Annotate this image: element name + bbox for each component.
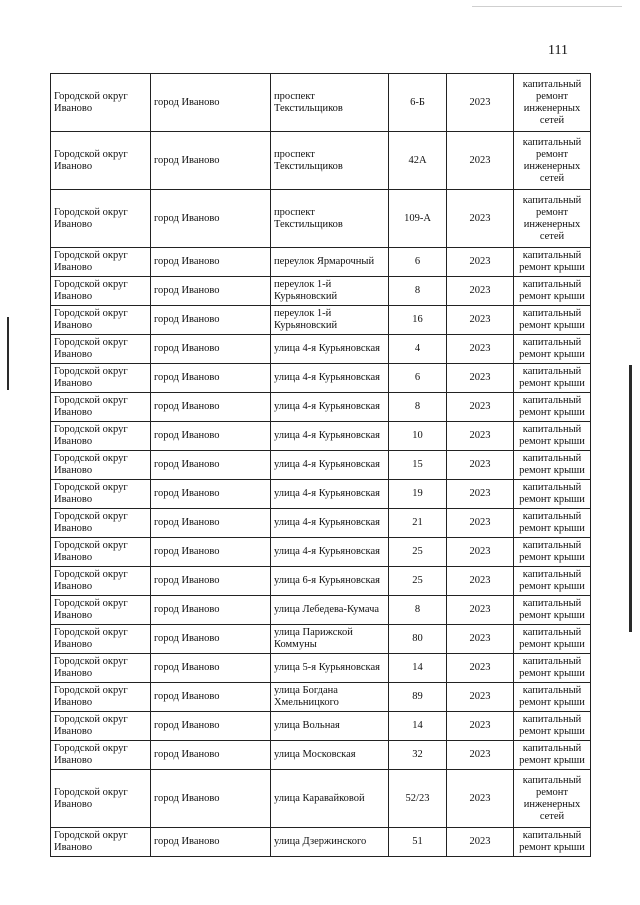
- year-cell: 2023: [447, 683, 514, 712]
- street-cell: улица Богдана Хмельницкого: [271, 683, 389, 712]
- house-cell: 52/23: [389, 770, 447, 828]
- municipality-cell: Городской округ Иваново: [51, 335, 151, 364]
- table-row: [51, 654, 591, 683]
- work-type-cell: капитальный ремонт крыши: [514, 306, 591, 335]
- street-cell: улица 4-я Курьяновская: [271, 393, 389, 422]
- work-type-cell: капитальный ремонт крыши: [514, 625, 591, 654]
- table-row: [51, 190, 591, 248]
- year-cell: 2023: [447, 190, 514, 248]
- locality-cell: город Иваново: [151, 741, 271, 770]
- table-row: [51, 306, 591, 335]
- locality-cell: город Иваново: [151, 451, 271, 480]
- work-type-cell: капитальный ремонт крыши: [514, 741, 591, 770]
- year-cell: 2023: [447, 509, 514, 538]
- year-cell: 2023: [447, 538, 514, 567]
- table-row: [51, 770, 591, 828]
- street-cell: улица 5-я Курьяновская: [271, 654, 389, 683]
- year-cell: 2023: [447, 335, 514, 364]
- house-cell: 16: [389, 306, 447, 335]
- street-cell: улица 4-я Курьяновская: [271, 538, 389, 567]
- municipality-cell: Городской округ Иваново: [51, 393, 151, 422]
- work-type-cell: капитальный ремонт крыши: [514, 480, 591, 509]
- house-cell: 19: [389, 480, 447, 509]
- table-row: [51, 625, 591, 654]
- work-type-cell: капитальный ремонт крыши: [514, 538, 591, 567]
- work-type-cell: капитальный ремонт крыши: [514, 828, 591, 857]
- locality-cell: город Иваново: [151, 538, 271, 567]
- work-type-cell: капитальный ремонт инженерных сетей: [514, 74, 591, 132]
- table-row: [51, 451, 591, 480]
- locality-cell: город Иваново: [151, 422, 271, 451]
- work-type-cell: капитальный ремонт крыши: [514, 567, 591, 596]
- year-cell: 2023: [447, 828, 514, 857]
- locality-cell: город Иваново: [151, 712, 271, 741]
- year-cell: 2023: [447, 567, 514, 596]
- municipality-cell: Городской округ Иваново: [51, 277, 151, 306]
- table-row: [51, 683, 591, 712]
- house-cell: 14: [389, 712, 447, 741]
- municipality-cell: Городской округ Иваново: [51, 683, 151, 712]
- house-cell: 25: [389, 538, 447, 567]
- locality-cell: город Иваново: [151, 364, 271, 393]
- municipality-cell: Городской округ Иваново: [51, 625, 151, 654]
- locality-cell: город Иваново: [151, 596, 271, 625]
- street-cell: улица 4-я Курьяновская: [271, 509, 389, 538]
- house-cell: 6-Б: [389, 74, 447, 132]
- work-type-cell: капитальный ремонт инженерных сетей: [514, 190, 591, 248]
- page-number: 111: [548, 43, 568, 58]
- work-type-cell: капитальный ремонт крыши: [514, 712, 591, 741]
- table-row: [51, 828, 591, 857]
- house-cell: 6: [389, 248, 447, 277]
- locality-cell: город Иваново: [151, 335, 271, 364]
- table-row: [51, 480, 591, 509]
- municipality-cell: Городской округ Иваново: [51, 828, 151, 857]
- table-row: [51, 567, 591, 596]
- year-cell: 2023: [447, 393, 514, 422]
- locality-cell: город Иваново: [151, 132, 271, 190]
- table-row: [51, 741, 591, 770]
- street-cell: улица 4-я Курьяновская: [271, 480, 389, 509]
- street-cell: улица 4-я Курьяновская: [271, 451, 389, 480]
- municipality-cell: Городской округ Иваново: [51, 480, 151, 509]
- repair-registry-table: [50, 73, 591, 857]
- house-cell: 15: [389, 451, 447, 480]
- table-row: [51, 538, 591, 567]
- table-row: [51, 335, 591, 364]
- work-type-cell: капитальный ремонт инженерных сетей: [514, 770, 591, 828]
- work-type-cell: капитальный ремонт крыши: [514, 277, 591, 306]
- right-margin-mark: [629, 365, 632, 632]
- house-cell: 8: [389, 393, 447, 422]
- street-cell: переулок 1-й Курьяновский: [271, 277, 389, 306]
- municipality-cell: Городской округ Иваново: [51, 654, 151, 683]
- locality-cell: город Иваново: [151, 828, 271, 857]
- locality-cell: город Иваново: [151, 306, 271, 335]
- municipality-cell: Городской округ Иваново: [51, 248, 151, 277]
- locality-cell: город Иваново: [151, 654, 271, 683]
- street-cell: улица Лебедева-Кумача: [271, 596, 389, 625]
- municipality-cell: Городской округ Иваново: [51, 596, 151, 625]
- table-row: [51, 364, 591, 393]
- house-cell: 6: [389, 364, 447, 393]
- street-cell: проспект Текстильщиков: [271, 190, 389, 248]
- street-cell: улица 6-я Курьяновская: [271, 567, 389, 596]
- house-cell: 89: [389, 683, 447, 712]
- house-cell: 8: [389, 277, 447, 306]
- house-cell: 42А: [389, 132, 447, 190]
- locality-cell: город Иваново: [151, 74, 271, 132]
- table-row: [51, 248, 591, 277]
- municipality-cell: Городской округ Иваново: [51, 74, 151, 132]
- year-cell: 2023: [447, 741, 514, 770]
- house-cell: 32: [389, 741, 447, 770]
- year-cell: 2023: [447, 248, 514, 277]
- table-row: [51, 277, 591, 306]
- municipality-cell: Городской округ Иваново: [51, 770, 151, 828]
- table-row: [51, 132, 591, 190]
- house-cell: 14: [389, 654, 447, 683]
- work-type-cell: капитальный ремонт крыши: [514, 509, 591, 538]
- work-type-cell: капитальный ремонт крыши: [514, 248, 591, 277]
- year-cell: 2023: [447, 132, 514, 190]
- table-row: [51, 509, 591, 538]
- work-type-cell: капитальный ремонт крыши: [514, 364, 591, 393]
- left-margin-mark: [7, 317, 9, 390]
- work-type-cell: капитальный ремонт крыши: [514, 393, 591, 422]
- locality-cell: город Иваново: [151, 480, 271, 509]
- work-type-cell: капитальный ремонт крыши: [514, 683, 591, 712]
- municipality-cell: Городской округ Иваново: [51, 741, 151, 770]
- house-cell: 109-А: [389, 190, 447, 248]
- table-row: [51, 596, 591, 625]
- locality-cell: город Иваново: [151, 625, 271, 654]
- year-cell: 2023: [447, 596, 514, 625]
- table-row: [51, 393, 591, 422]
- table-row: [51, 74, 591, 132]
- municipality-cell: Городской округ Иваново: [51, 364, 151, 393]
- locality-cell: город Иваново: [151, 277, 271, 306]
- locality-cell: город Иваново: [151, 248, 271, 277]
- house-cell: 8: [389, 596, 447, 625]
- street-cell: улица Каравайковой: [271, 770, 389, 828]
- street-cell: переулок Ярмарочный: [271, 248, 389, 277]
- house-cell: 10: [389, 422, 447, 451]
- top-scan-line: [472, 6, 622, 7]
- work-type-cell: капитальный ремонт инженерных сетей: [514, 132, 591, 190]
- municipality-cell: Городской округ Иваново: [51, 451, 151, 480]
- year-cell: 2023: [447, 712, 514, 741]
- locality-cell: город Иваново: [151, 509, 271, 538]
- street-cell: улица Парижской Коммуны: [271, 625, 389, 654]
- street-cell: улица Дзержинского: [271, 828, 389, 857]
- locality-cell: город Иваново: [151, 567, 271, 596]
- table-row: [51, 422, 591, 451]
- table-row: [51, 712, 591, 741]
- municipality-cell: Городской округ Иваново: [51, 509, 151, 538]
- municipality-cell: Городской округ Иваново: [51, 190, 151, 248]
- house-cell: 4: [389, 335, 447, 364]
- street-cell: улица 4-я Курьяновская: [271, 364, 389, 393]
- municipality-cell: Городской округ Иваново: [51, 567, 151, 596]
- locality-cell: город Иваново: [151, 393, 271, 422]
- year-cell: 2023: [447, 625, 514, 654]
- street-cell: улица Вольная: [271, 712, 389, 741]
- street-cell: улица 4-я Курьяновская: [271, 335, 389, 364]
- work-type-cell: капитальный ремонт крыши: [514, 335, 591, 364]
- year-cell: 2023: [447, 422, 514, 451]
- house-cell: 25: [389, 567, 447, 596]
- year-cell: 2023: [447, 770, 514, 828]
- municipality-cell: Городской округ Иваново: [51, 422, 151, 451]
- house-cell: 21: [389, 509, 447, 538]
- year-cell: 2023: [447, 306, 514, 335]
- street-cell: проспект Текстильщиков: [271, 74, 389, 132]
- work-type-cell: капитальный ремонт крыши: [514, 422, 591, 451]
- house-cell: 80: [389, 625, 447, 654]
- year-cell: 2023: [447, 654, 514, 683]
- year-cell: 2023: [447, 451, 514, 480]
- locality-cell: город Иваново: [151, 683, 271, 712]
- work-type-cell: капитальный ремонт крыши: [514, 654, 591, 683]
- year-cell: 2023: [447, 480, 514, 509]
- municipality-cell: Городской округ Иваново: [51, 306, 151, 335]
- year-cell: 2023: [447, 364, 514, 393]
- municipality-cell: Городской округ Иваново: [51, 712, 151, 741]
- work-type-cell: капитальный ремонт крыши: [514, 451, 591, 480]
- year-cell: 2023: [447, 74, 514, 132]
- year-cell: 2023: [447, 277, 514, 306]
- street-cell: улица Московская: [271, 741, 389, 770]
- municipality-cell: Городской округ Иваново: [51, 538, 151, 567]
- street-cell: переулок 1-й Курьяновский: [271, 306, 389, 335]
- street-cell: проспект Текстильщиков: [271, 132, 389, 190]
- house-cell: 51: [389, 828, 447, 857]
- municipality-cell: Городской округ Иваново: [51, 132, 151, 190]
- street-cell: улица 4-я Курьяновская: [271, 422, 389, 451]
- locality-cell: город Иваново: [151, 190, 271, 248]
- locality-cell: город Иваново: [151, 770, 271, 828]
- work-type-cell: капитальный ремонт крыши: [514, 596, 591, 625]
